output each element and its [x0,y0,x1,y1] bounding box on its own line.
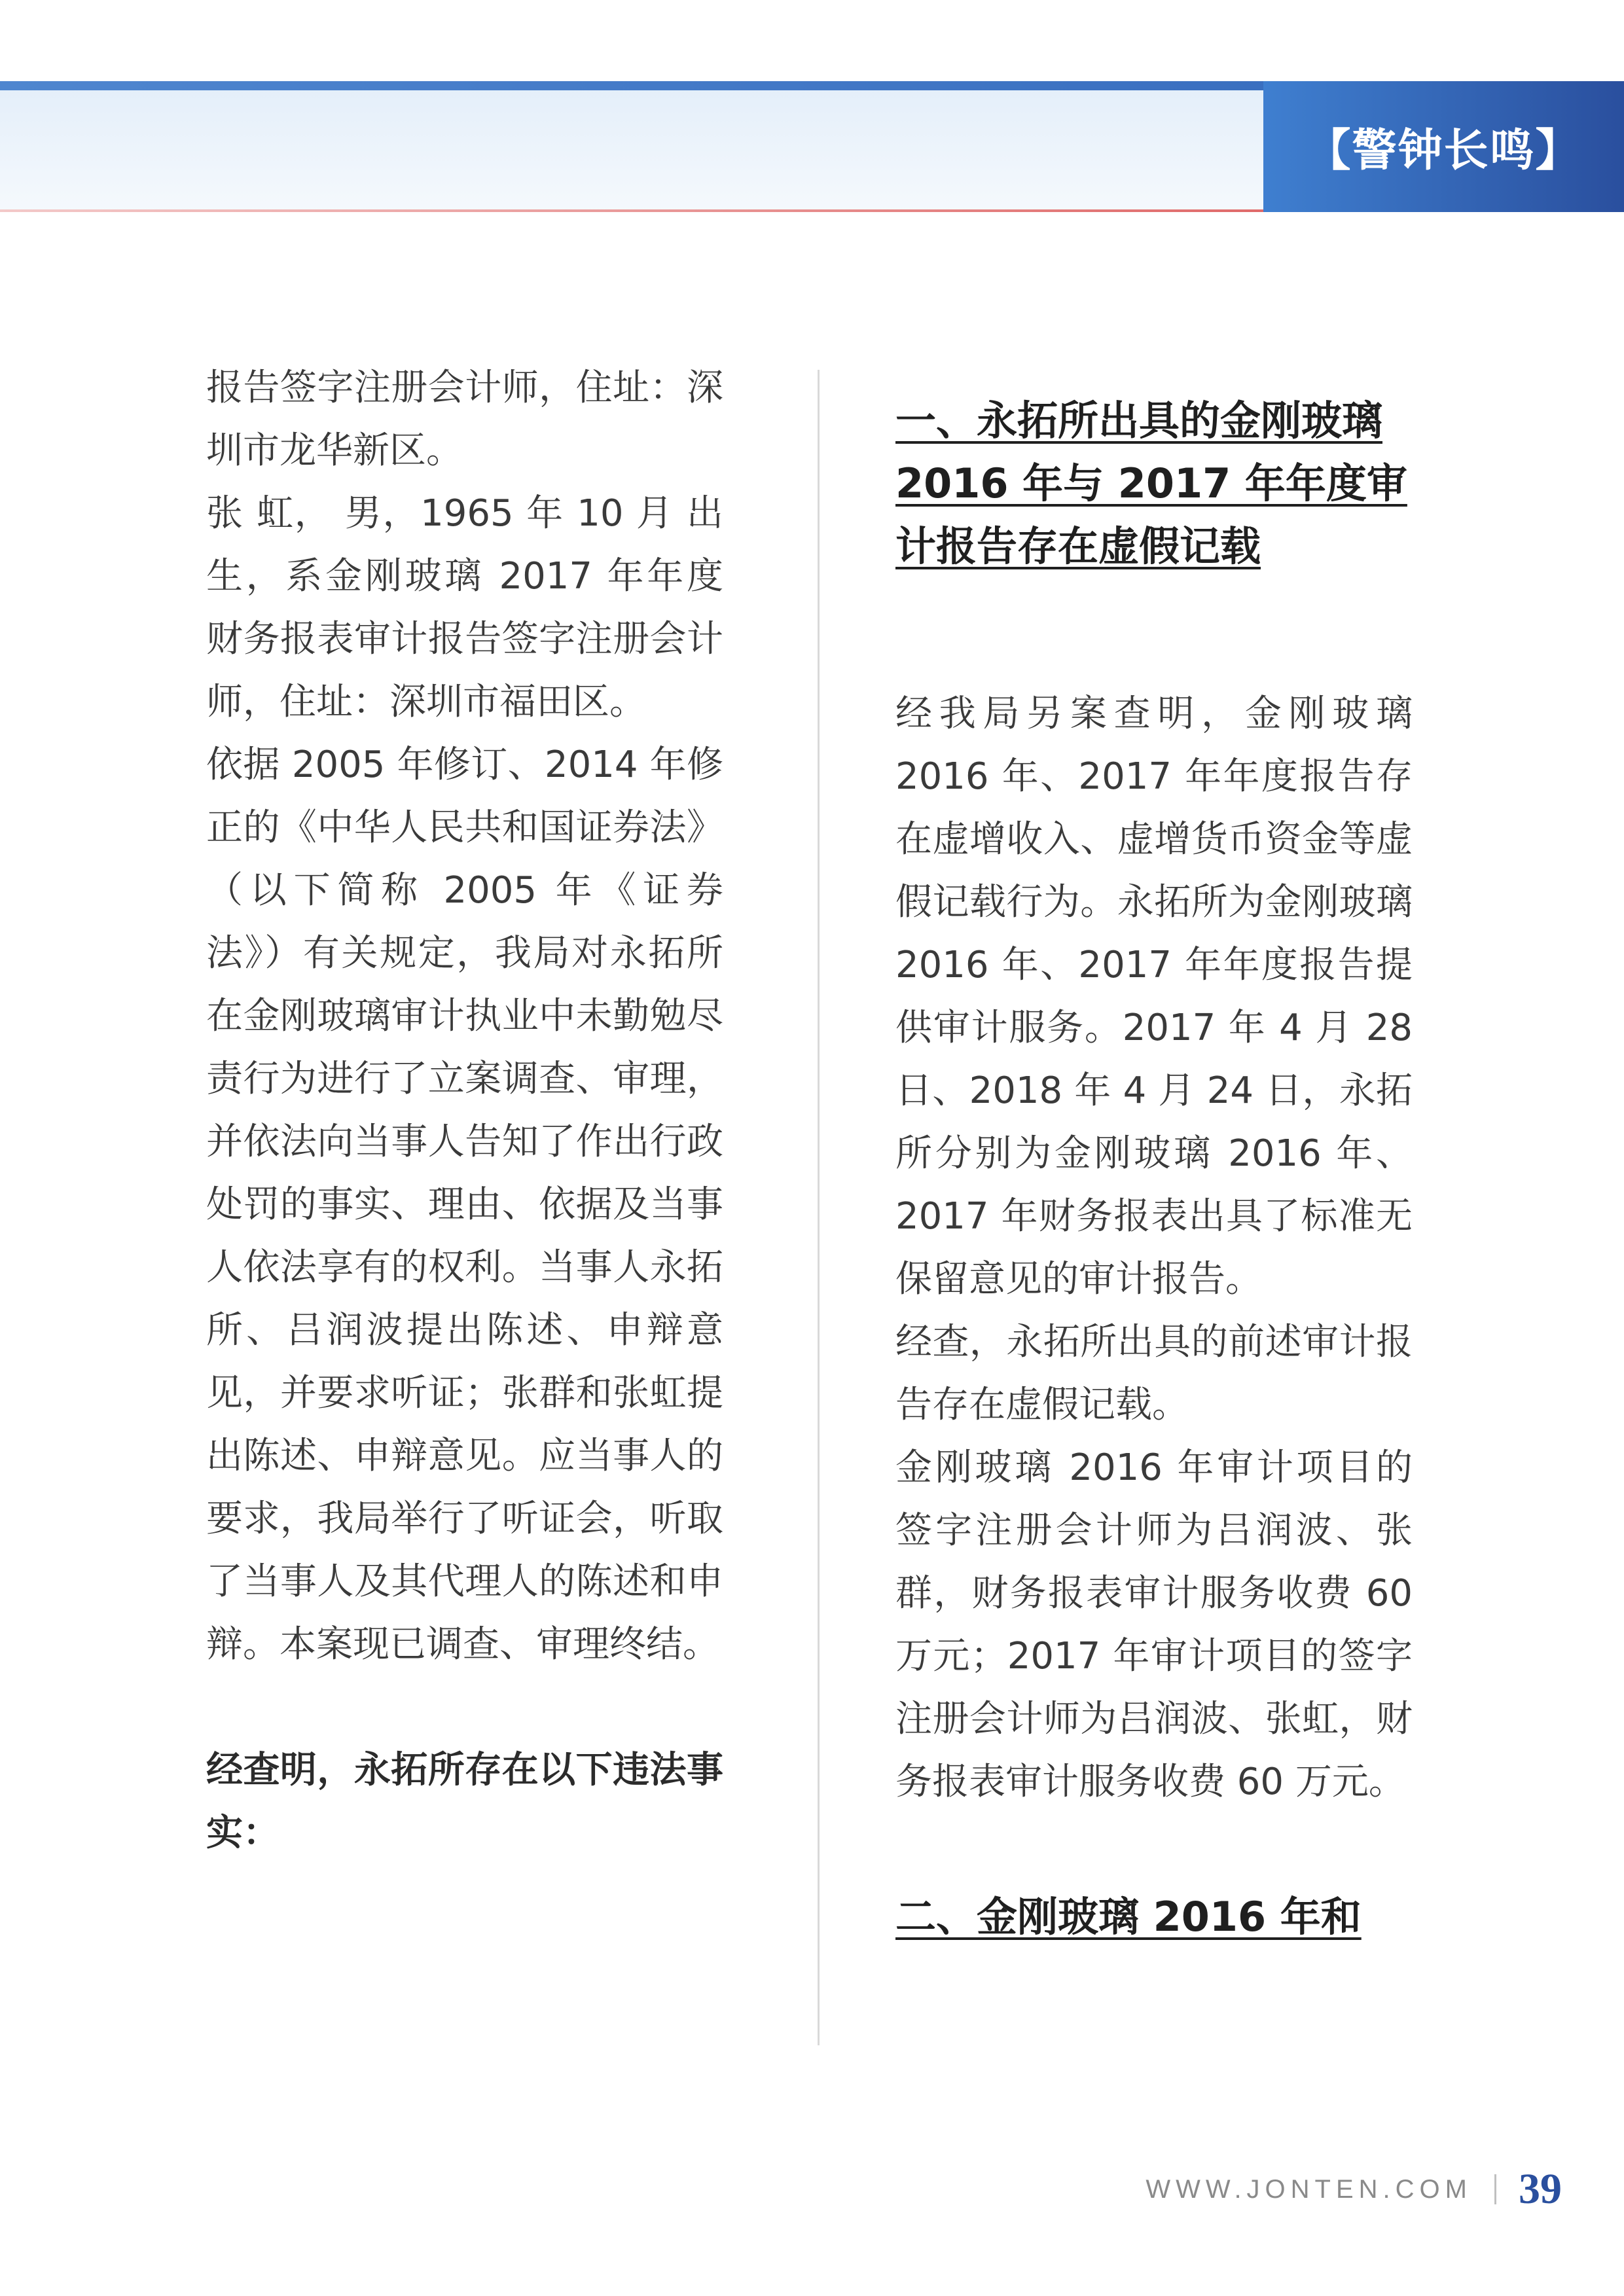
section-heading-1: 一、永拓所出具的金刚玻璃 2016 年与 2017 年年度审计报告存在虚假记载 [895,397,1407,570]
header-band [0,81,1263,212]
left-paragraph-3: 依据 2005 年修订、2014 年修正的《中华人民共和国证券法》（以下简称 2005 年《证券法》）有关规定，我局对永拓所在金刚玻璃审计执业中未勤勉尽责行为进行了立案调查、审理，并依法向当事人告知了作出行政处罚的事实、理由、依据及当事人依法享有的权利。当事人永拓所、吕润波提出陈述、申辩意见，并要求听证；张群和张虹提出陈述、申辩意见。应当事人的要求，我局举行了听证会，听取了当事人及其代理人的陈述和申辩。本案现已调查、审理终结。 [206,744,723,1666]
footer-separator [1494,2174,1496,2204]
left-column [206,357,723,1865]
left-paragraph-2: 张 虹， 男，1965 年 10 月 出生，系金刚玻璃 2017 年年度财务报表审计报告签字注册会计师，住址：深圳市福田区。 [206,492,723,723]
right-column [895,357,1413,1948]
findings-intro: 经查明，永拓所存在以下违法事实： [206,1749,723,1854]
header-bottom-stripe [0,209,1263,212]
footer-website: WWW.JONTEN.COM [1146,2174,1472,2204]
section-tag-label: 【警钟长鸣】 [1306,124,1581,177]
column-divider [818,370,820,2045]
section-tag [1263,81,1624,212]
section-heading-2: 二、金刚玻璃 2016 年和 [895,1893,1362,1941]
header-top-stripe [0,81,1263,90]
page-number: 39 [1519,2165,1562,2213]
right-paragraph-2: 经查，永拓所出具的前述审计报告存在虚假记载。 [895,1321,1413,1426]
left-paragraph-1: 报告签字注册会计师，住址：深圳市龙华新区。 [206,367,723,472]
right-paragraph-3: 金刚玻璃 2016 年审计项目的签字注册会计师为吕润波、张群，财务报表审计服务收费 60 万元；2017 年审计项目的签字注册会计师为吕润波、张虹，财务报表审计服务收费 60 万元。 [895,1446,1413,1803]
page-footer [1146,2160,1562,2219]
right-paragraph-1: 经我局另案查明，金刚玻璃 2016 年、2017 年年度报告存在虚增收入、虚增货币资金等虚假记载行为。永拓所为金刚玻璃 2016 年、2017 年年度报告提供审计服务。2017 年 4 月 28 日、2018 年 4 月 24 日，永拓所分别为金刚玻璃 2016 年、2017 年财务报表出具了标准无保留意见的审计报告。 [895,692,1413,1300]
